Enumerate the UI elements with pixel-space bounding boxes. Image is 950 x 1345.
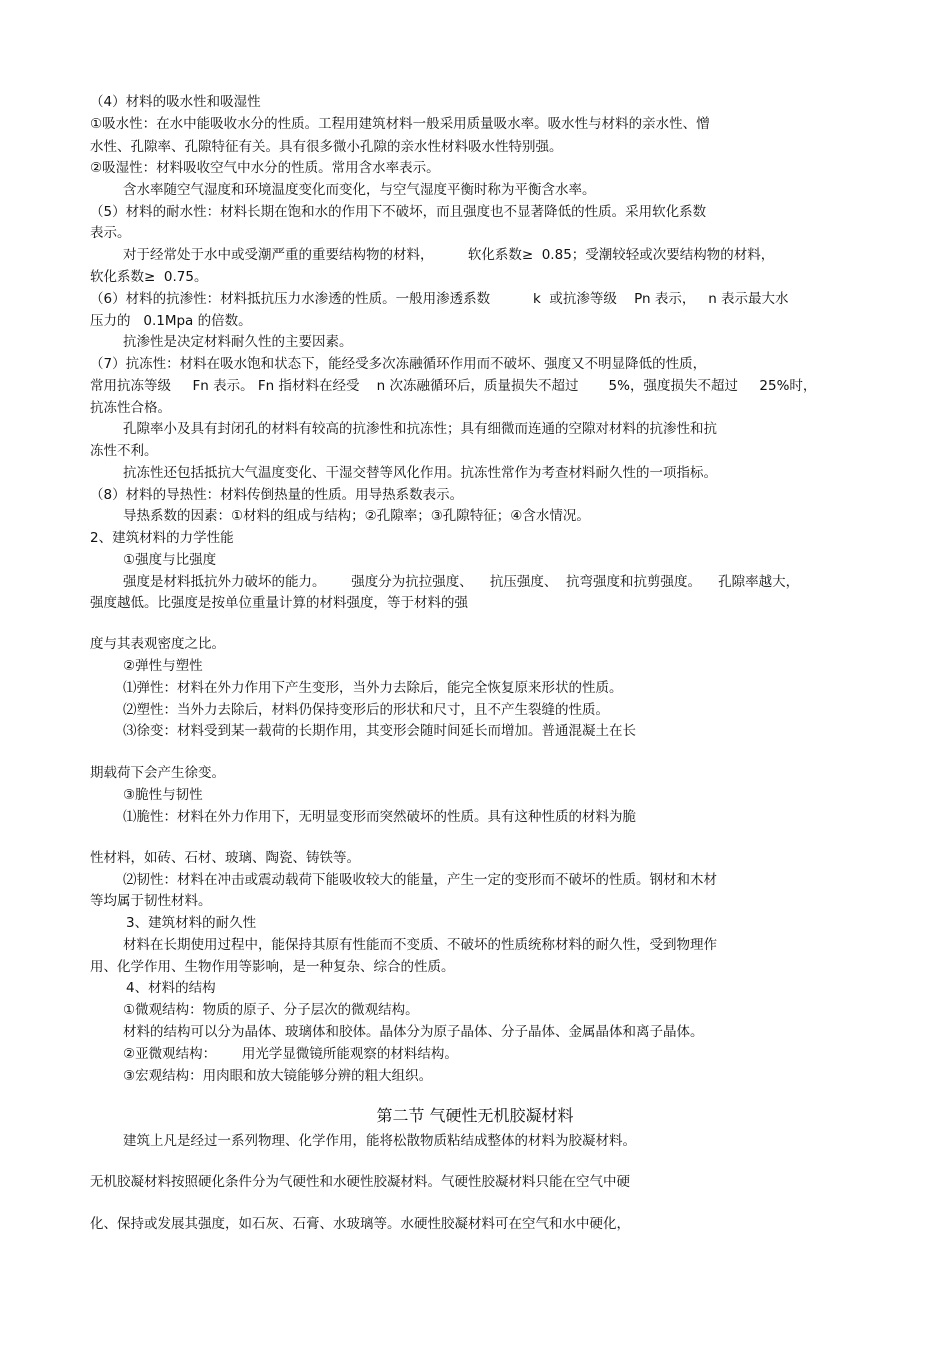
text-line: ⑵韧性：材料在冲击或震动载荷下能吸收较大的能量，产生一定的变形而不破坏的性质。钢材和木材 [123,872,717,888]
text-line: （6）材料的抗渗性：材料抵抗压力水渗透的性质。一般用渗透系数 k 或抗渗等级 Pn 表示， n 表示最大水 [90,291,789,307]
text-line: 性材料，如砖、石材、玻璃、陶瓷、铸铁等。 [90,850,360,866]
text-line: 化、保持或发展其强度，如石灰、石膏、水玻璃等。水硬性胶凝材料可在空气和水中硬化， [90,1216,630,1232]
text-line: 材料的结构可以分为晶体、玻璃体和胶体。晶体分为原子晶体、分子晶体、金属晶体和离子晶体。 [123,1024,704,1040]
text-line: （7）抗冻性：材料在吸水饱和状态下，能经受多次冻融循环作用而不破坏、强度又不明显降低的性质， [90,356,707,372]
text-line: 等均属于韧性材料。 [90,893,212,909]
text-line: ②弹性与塑性 [123,658,203,674]
text-line: ②亚微观结构： 用光学显微镜所能观察的材料结构。 [123,1046,458,1062]
text-line: 孔隙率小及具有封闭孔的材料有较高的抗渗性和抗冻性；具有细微而连通的空隙对材料的抗渗性和抗 [123,421,717,437]
text-line: 抗冻性合格。 [90,400,171,416]
text-line: ③脆性与韧性 [123,787,203,803]
text-line: 含水率随空气湿度和环境温度变化而变化，与空气湿度平衡时称为平衡含水率。 [123,182,596,198]
text-line: ⑴脆性：材料在外力作用下，无明显变形而突然破坏的性质。具有这种性质的材料为脆 [123,809,636,825]
text-line: 2、建筑材料的力学性能 [90,530,234,546]
text-line: ②吸湿性：材料吸收空气中水分的性质。常用含水率表示。 [90,160,440,176]
text-line: 用、化学作用、生物作用等影响，是一种复杂、综合的性质。 [90,959,455,975]
text-line: ①微观结构：物质的原子、分子层次的微观结构。 [123,1002,419,1018]
text-line: ⑴弹性：材料在外力作用下产生变形，当外力去除后，能完全恢复原来形状的性质。 [123,680,623,696]
text-line: 抗冻性还包括抵抗大气温度变化、干湿交替等风化作用。抗冻性常作为考查材料耐久性的一项指标。 [123,465,717,481]
text-line: 无机胶凝材料按照硬化条件分为气硬性和水硬性胶凝材料。气硬性胶凝材料只能在空气中硬 [90,1174,630,1190]
text-line: 表示。 [90,225,131,241]
text-line: 导热系数的因素：①材料的组成与结构；②孔隙率；③孔隙特征；④含水情况。 [123,508,590,524]
text-line: 3、建筑材料的耐久性 [126,915,257,931]
text-line: 强度越低。比强度是按单位重量计算的材料强度，等于材料的强 [90,595,468,611]
text-line: 水性、孔隙率、孔隙特征有关。具有很多微小孔隙的亲水性材料吸水性特别强。 [90,139,563,155]
text-line: 度与其表观密度之比。 [90,636,225,652]
text-line: 压力的 0.1Mpa 的倍数。 [90,313,252,329]
text-line: 冻性不利。 [90,443,158,459]
text-line: ①强度与比强度 [123,552,217,568]
text-line: 材料在长期使用过程中，能保持其原有性能而不变质、不破坏的性质统称材料的耐久性，受到物理作 [123,937,717,953]
text-line: 对于经常处于水中或受潮严重的重要结构物的材料， 软化系数≥ 0.85；受潮较轻或次要结构物的材料， [123,247,775,263]
text-line: （5）材料的耐水性：材料长期在饱和水的作用下不破坏，而且强度也不显著降低的性质。采用软化系数 [90,204,707,220]
section-heading: 第二节 气硬性无机胶凝材料 [376,1106,574,1125]
text-line: 4、材料的结构 [126,980,216,996]
text-line: ③宏观结构：用肉眼和放大镜能够分辨的粗大组织。 [123,1068,433,1084]
text-line: 常用抗冻等级 Fn 表示。 Fn 指材料在经受 n 次冻融循环后，质量损失不超过 5%，强度损失不超过 25%时， [90,378,817,394]
text-line: ①吸水性：在水中能吸收水分的性质。工程用建筑材料一般采用质量吸水率。吸水性与材料的亲水性、憎 [90,116,710,132]
text-line: ⑶徐变：材料受到某一载荷的长期作用，其变形会随时间延长而增加。普通混凝土在长 [123,723,636,739]
text-line: （4）材料的吸水性和吸湿性 [90,94,261,110]
text-line: （8）材料的导热性：材料传倒热量的性质。用导热系数表示。 [90,487,464,503]
text-line: ⑵塑性：当外力去除后，材料仍保持变形后的形状和尺寸，且不产生裂缝的性质。 [123,702,609,718]
text-line: 强度是材料抵抗外力破坏的能力。 强度分为抗拉强度、 抗压强度、 抗弯强度和抗剪强度。 孔隙率越大， [123,574,800,590]
text-line: 期载荷下会产生徐变。 [90,765,225,781]
text-line: 建筑上凡是经过一系列物理、化学作用，能将松散物质粘结成整体的材料为胶凝材料。 [123,1133,636,1149]
text-line: 抗渗性是决定材料耐久性的主要因素。 [123,334,353,350]
text-line: 软化系数≥ 0.75。 [90,269,208,285]
